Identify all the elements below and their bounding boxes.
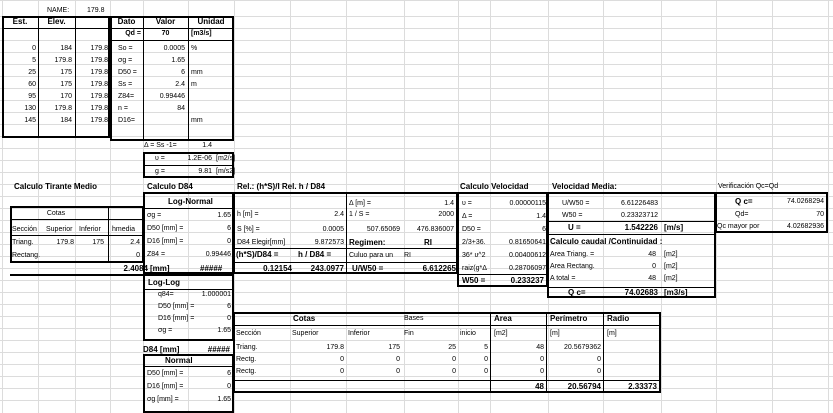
loglog-label: D50 [mm] = <box>158 303 195 310</box>
area-row-value <box>603 367 657 377</box>
velocidad-label: raiz(g*Δ <box>462 265 487 272</box>
elevation-value: 184 <box>60 45 72 52</box>
rel-s-label: S [%] = <box>237 226 260 233</box>
dato-label: σg = <box>118 57 133 64</box>
lognormal-label: Z84 = <box>147 251 166 258</box>
loglog-value: 6 <box>227 303 231 310</box>
reference-elevation: 179.8 <box>90 81 108 88</box>
vm-u-unit: [m/s] <box>664 223 684 232</box>
normal-label: D50 [mm] = <box>147 370 184 377</box>
dato-unit: mm <box>191 69 203 76</box>
rel-s-inverse-label: 1 / S = <box>349 211 370 218</box>
dato-label: Z84= <box>118 93 135 100</box>
w50-value: 0.233237 <box>510 276 544 285</box>
velocidad-value: 0.81650641 <box>509 239 546 246</box>
vm-w50-label: W50 = <box>562 212 583 219</box>
elevation-value: 184 <box>60 117 72 124</box>
area-bases-header: Bases <box>404 315 424 322</box>
tirante-row-inferior: 175 <box>92 239 104 246</box>
reference-elevation: 179.8 <box>90 117 108 124</box>
area-radio-header: Radio <box>607 314 630 323</box>
radio-total: 2.33373 <box>628 382 657 391</box>
area-row-value: 0 <box>597 356 601 363</box>
station-value: 95 <box>28 93 36 100</box>
velocidad-value: 1.4 <box>536 213 546 220</box>
vm-w50-value: 0.23323712 <box>621 212 658 219</box>
g-label: g = <box>155 168 165 175</box>
area-row-value <box>603 343 657 353</box>
normal-value: 1.65 <box>217 396 231 403</box>
regimen-label: Regimen: <box>349 238 386 247</box>
lognormal-label: σg = <box>147 212 162 219</box>
loglog-label: D16 [mm] = <box>158 315 195 322</box>
verif-qc-label: Q c= <box>735 197 753 206</box>
caudal-value: 48 <box>648 275 656 282</box>
dato-value: 6 <box>181 69 185 76</box>
nu-unit: [m2/s] <box>216 155 236 162</box>
name-label: NAME: <box>47 7 70 14</box>
area-row-value: 20.5679362 <box>564 344 601 351</box>
dato-label: D16= <box>118 117 135 124</box>
elevation-header: Elev. <box>47 17 66 26</box>
caudal-qc-value: 74.02683 <box>624 288 658 297</box>
caudal-label: Area Rectang. <box>550 263 595 270</box>
station-value: 5 <box>32 57 36 64</box>
reference-elevation: 179.8 <box>90 45 108 52</box>
tirante-col-inferior: Inferior <box>79 226 101 233</box>
perimetro-total: 20.56794 <box>567 382 601 391</box>
dato-value: 0.0005 <box>163 45 185 52</box>
elevation-value: 170 <box>60 93 72 100</box>
rel-delta-label: Δ [m] = <box>349 200 371 207</box>
dato-unit: % <box>191 45 198 52</box>
tirante-row-hmedia: 2.4 <box>130 239 140 246</box>
loglog-title: Log-Log <box>148 278 180 287</box>
loglog-label: σg = <box>158 327 173 334</box>
caudal-qc-unit: [m3/s] <box>664 288 688 297</box>
dato-value: 2.4 <box>175 81 185 88</box>
unidad-header: Unidad <box>197 17 225 26</box>
caudal-value: 48 <box>648 251 656 258</box>
rel-s-inverse-value: 2000 <box>438 211 454 218</box>
area-row-label: Rectg. <box>236 368 257 375</box>
dato-label: So = <box>118 45 133 52</box>
caudal-value: 0 <box>652 263 656 270</box>
velocidad-value: 6 <box>542 226 546 233</box>
area-row-value: 175 <box>388 344 400 351</box>
area-subheader: Sección <box>236 330 261 337</box>
delta-label: Δ = Ss -1= <box>144 142 177 149</box>
hs-d84-label: (h*S)/D84 = <box>236 250 279 259</box>
uw50-value: 6.612265 <box>422 264 456 273</box>
velocidad-header: Calculo Velocidad <box>460 182 529 191</box>
tirante-header: Calculo Tirante Medio <box>14 182 97 191</box>
lognormal-label: D16 [mm] = <box>147 238 184 245</box>
reference-elevation: 179.8 <box>90 105 108 112</box>
area-row-value: 0 <box>484 356 488 363</box>
area-perimetro-header: Perímetro <box>550 314 588 323</box>
area-row-value: 25 <box>448 344 456 351</box>
d84-header: Calculo D84 <box>147 182 193 191</box>
elevation-value: 175 <box>60 81 72 88</box>
rel-aux-1: 507.65069 <box>366 226 400 233</box>
velocidad-value: 0.00000115 <box>509 200 546 207</box>
rel-h-label: h [m] = <box>237 211 259 218</box>
tirante-result-overflow: ##### <box>200 264 223 273</box>
uw50-label: U/W50 = <box>352 264 384 273</box>
area-row-value: 0 <box>597 368 601 375</box>
area-row-value: 0 <box>484 368 488 375</box>
area-subheader: [m2] <box>494 330 508 337</box>
area-subheader: Fin <box>404 330 414 337</box>
d84-result-label: D84 [mm] <box>143 345 180 354</box>
area-row-value: 48 <box>536 344 544 351</box>
station-value: 130 <box>24 105 36 112</box>
station-value: 60 <box>28 81 36 88</box>
area-row-value: 0 <box>340 356 344 363</box>
area-area-header: Area <box>494 314 512 323</box>
tirante-col-hmedia: hmedia <box>112 226 135 233</box>
area-row-value: 0 <box>540 356 544 363</box>
dato-label: Ss = <box>118 81 133 88</box>
caudal-qc-label: Q c= <box>568 288 586 297</box>
rel-d84-value: 9.872573 <box>314 239 344 246</box>
loglog-value: 1.65 <box>217 327 231 334</box>
area-row-value <box>603 355 657 365</box>
valor-header: Valor <box>155 17 176 26</box>
qd-label: Qd = <box>125 30 141 37</box>
area-row-label: Triang. <box>236 344 258 351</box>
dato-label: D50 = <box>118 69 137 76</box>
verif-diff-value: 4.02682936 <box>787 223 824 230</box>
nu-value: 1.2E-06 <box>187 155 212 162</box>
normal-label: σg [mm] = <box>147 396 179 403</box>
rel-s-value: 0.0005 <box>322 226 344 233</box>
verif-diff-label: Qc mayor por <box>717 223 760 230</box>
area-subheader: inicio <box>460 330 476 337</box>
verificacion-header: Verificación Qc=Qd <box>718 183 779 190</box>
dato-header: Dato <box>117 17 136 26</box>
dato-value <box>143 116 185 126</box>
station-value: 145 <box>24 117 36 124</box>
regimen-value: RI <box>424 238 432 247</box>
velocidad-label: 2/3+36. <box>462 239 486 246</box>
rel-header: Rel.: (h*S)/I Rel. h / D84 <box>237 182 326 191</box>
caudal-unit: [m2] <box>664 251 678 258</box>
elevation-value: 175 <box>60 69 72 76</box>
reference-elevation: 179.8 <box>90 57 108 64</box>
area-subheader: Inferior <box>348 330 370 337</box>
velocidad-media-header: Velocidad Media: <box>552 182 617 191</box>
hs-d84-value: 0.12154 <box>263 264 292 273</box>
lognormal-label: D50 [mm] = <box>147 225 184 232</box>
caudal-label: A total = <box>550 275 576 282</box>
normal-label: D16 [mm] = <box>147 383 184 390</box>
verif-qd-label: Qd= <box>735 211 749 218</box>
culuo-label: Culuo para un <box>349 252 393 259</box>
d84-result-value: ##### <box>207 345 230 354</box>
normal-title: Normal <box>165 356 193 365</box>
h-d84-label: h / D84 = <box>298 250 332 259</box>
rel-delta-value: 1.4 <box>444 200 454 207</box>
lognormal-value: 1.65 <box>217 212 231 219</box>
area-row-value: 0 <box>340 368 344 375</box>
velocidad-label: Δ = <box>462 213 473 220</box>
elevation-value: 179.8 <box>54 105 72 112</box>
dato-unit: m <box>191 81 197 88</box>
station-value: 25 <box>28 69 36 76</box>
velocidad-value: 0.28706097 <box>509 265 546 272</box>
dato-unit: mm <box>191 117 203 124</box>
tirante-row-hmedia: 0 <box>136 252 140 259</box>
nu-label: υ = <box>155 155 165 162</box>
tirante-result-value: 2.4084 <box>123 264 148 273</box>
verif-qd-value: 70 <box>816 211 824 218</box>
h-d84-value: 243.0977 <box>310 264 344 273</box>
vm-uw50-label: U/W50 = <box>562 200 590 207</box>
dato-label: n = <box>118 105 128 112</box>
caudal-title: Calculo caudal /Continuidad : <box>550 237 663 246</box>
velocidad-label: 36* υ^2 <box>462 252 486 259</box>
area-row-value: 179.8 <box>326 344 344 351</box>
cotas-label: Cotas <box>46 210 66 217</box>
area-cotas-header: Cotas <box>293 314 316 323</box>
velocidad-label: D50 = <box>462 226 481 233</box>
caudal-label: Area Triang. = <box>550 251 595 258</box>
dato-value: 1.65 <box>171 57 185 64</box>
area-row-value: 0 <box>452 368 456 375</box>
tirante-row-label: Rectang. <box>12 252 41 259</box>
tirante-col-superior: Superior <box>46 226 73 233</box>
tirante-col-seccion: Sección <box>12 226 37 233</box>
area-total: 48 <box>535 382 544 391</box>
loglog-label: q84= <box>158 291 174 298</box>
tirante-row-superior: 179.8 <box>56 239 74 246</box>
area-subheader: Superior <box>292 330 319 337</box>
velocidad-label: υ = <box>462 200 472 207</box>
name-value: 179.8 <box>87 7 105 14</box>
tirante-row-label: Triang. <box>12 239 34 246</box>
qd-unit: [m3/s] <box>191 30 212 37</box>
qd-value: 70 <box>161 30 170 37</box>
dato-value: 0.99446 <box>159 93 185 100</box>
area-row-value: 0 <box>396 356 400 363</box>
reference-elevation: 179.8 <box>90 69 108 76</box>
caudal-unit: [m2] <box>664 263 678 270</box>
elevation-value: 179.8 <box>54 57 72 64</box>
g-unit: [m/s2] <box>216 168 236 175</box>
lognormal-title: Log-Normal <box>168 197 213 206</box>
area-row-value: 0 <box>396 368 400 375</box>
lognormal-value: 0 <box>227 238 231 245</box>
lognormal-value: 6 <box>227 225 231 232</box>
area-row-value: 0 <box>540 368 544 375</box>
loglog-value: 1.000001 <box>201 291 231 298</box>
area-row-label: Rectg. <box>236 356 257 363</box>
loglog-value: 0 <box>227 315 231 322</box>
lognormal-value: 0.99446 <box>205 251 231 258</box>
area-subheader: [m] <box>607 330 617 337</box>
tirante-result-unit: [mm] <box>150 264 170 273</box>
caudal-unit: [m2] <box>664 275 678 282</box>
station-value: 0 <box>32 45 36 52</box>
station-header: Est. <box>12 17 28 26</box>
normal-value: 6 <box>227 370 231 377</box>
area-row-value: 0 <box>452 356 456 363</box>
dato-value: 84 <box>177 105 185 112</box>
area-subheader: [m] <box>550 330 560 337</box>
delta-value: 1.4 <box>202 142 212 149</box>
reference-elevation: 179.8 <box>90 93 108 100</box>
vm-uw50-value: 6.61226483 <box>621 200 658 207</box>
verif-qc-value: 74.0268294 <box>787 198 824 205</box>
normal-value: 0 <box>227 383 231 390</box>
vm-u-value: 1.542226 <box>624 223 658 232</box>
rel-d84-label: D84 Elegir[mm] <box>237 239 286 246</box>
g-value: 9.81 <box>198 168 212 175</box>
vm-u-label: U = <box>568 223 581 232</box>
w50-label: W50 = <box>462 276 486 285</box>
rel-h-value: 2.4 <box>334 211 344 218</box>
rel-aux-2: 476.836007 <box>417 226 454 233</box>
velocidad-value: 0.00400612 <box>509 252 546 259</box>
culuo-ri: RI <box>404 252 411 259</box>
area-row-value: 5 <box>484 344 488 351</box>
